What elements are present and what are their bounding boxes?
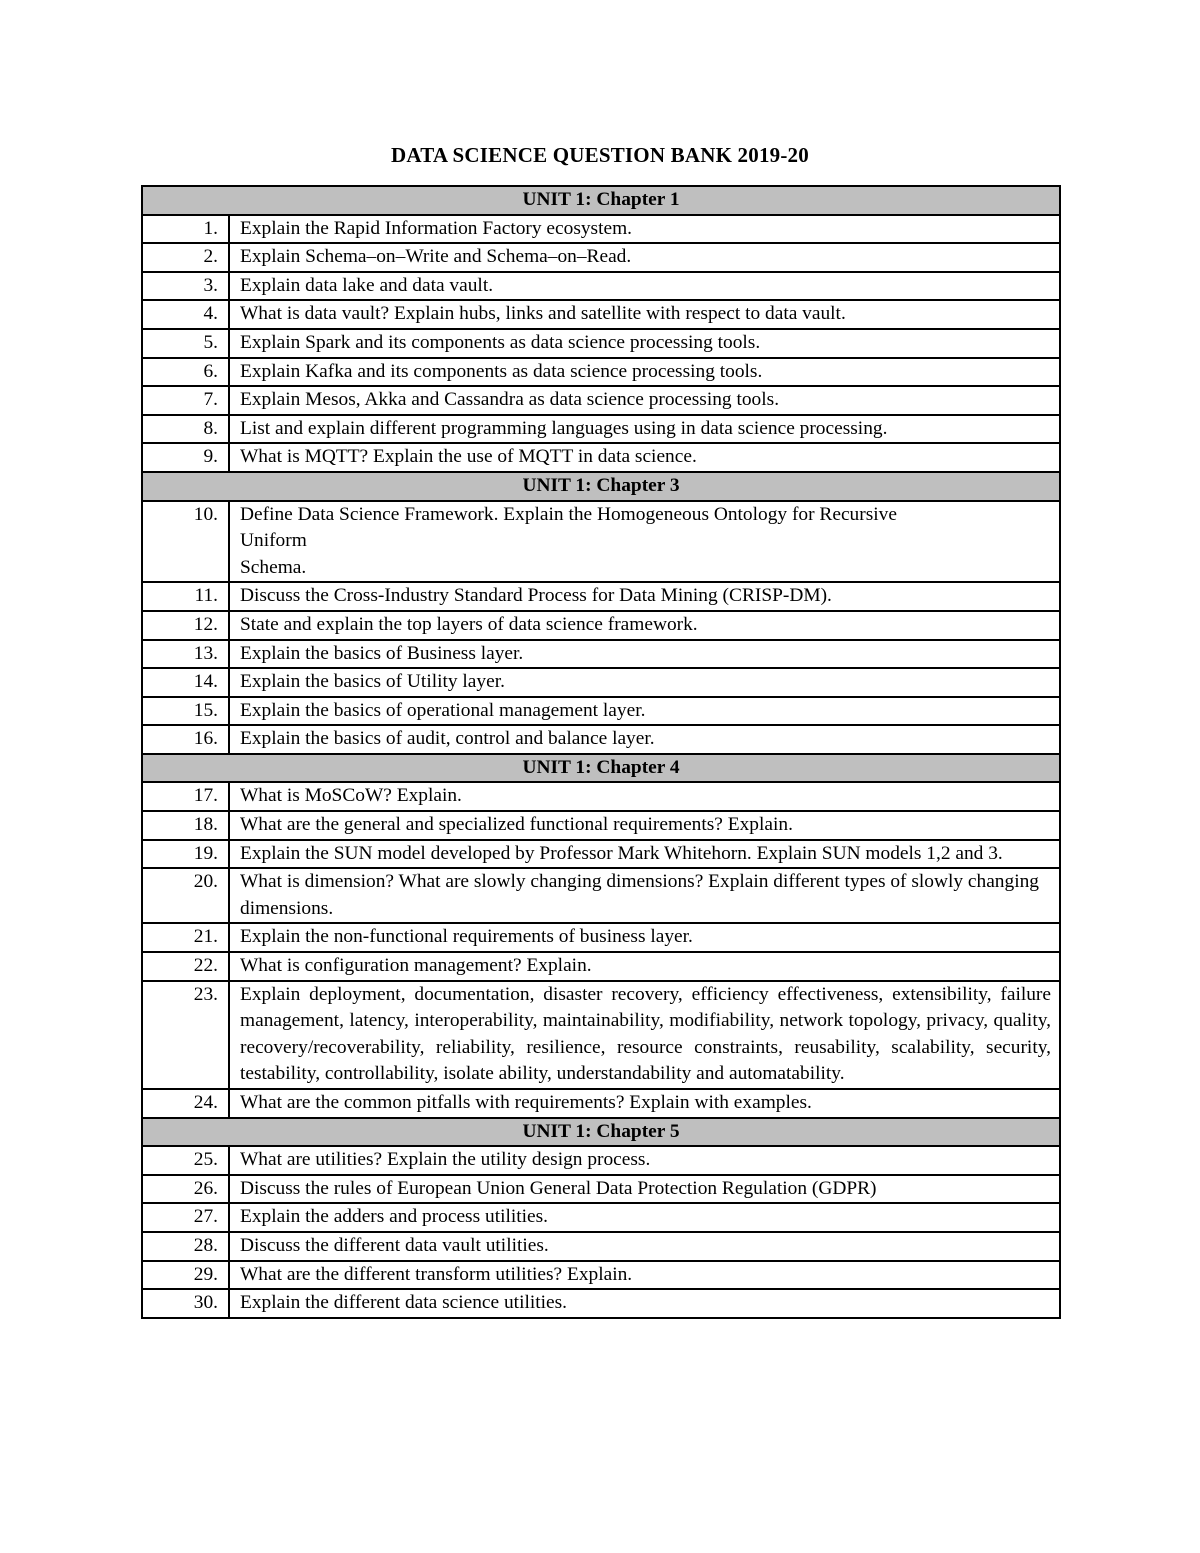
question-row (142, 725, 1060, 754)
question-row (142, 611, 1060, 640)
question-number: 23. (142, 981, 229, 1089)
question-text: State and explain the top layers of data science framework. (229, 611, 1060, 640)
question-number: 13. (142, 640, 229, 669)
question-text: Explain the basics of Business layer. (229, 640, 1060, 669)
question-row (142, 329, 1060, 358)
question-number: 16. (142, 725, 229, 754)
question-row (142, 923, 1060, 952)
question-number: 2. (142, 243, 229, 272)
question-row (142, 981, 1060, 1089)
question-row (142, 782, 1060, 811)
section-heading: UNIT 1: Chapter 5 (142, 1118, 1060, 1147)
question-number: 11. (142, 582, 229, 611)
question-text-line: Schema. (240, 556, 307, 578)
question-number: 28. (142, 1232, 229, 1261)
question-number: 18. (142, 811, 229, 840)
question-number: 8. (142, 415, 229, 444)
question-text: Explain Mesos, Akka and Cassandra as data science processing tools. (229, 386, 1060, 415)
question-text (229, 501, 1060, 583)
question-row (142, 1175, 1060, 1204)
section-header-row (142, 186, 1060, 215)
question-row (142, 868, 1060, 923)
question-row (142, 215, 1060, 244)
question-row (142, 501, 1060, 583)
section-header-row (142, 1118, 1060, 1147)
section-heading: UNIT 1: Chapter 4 (142, 754, 1060, 783)
question-row (142, 582, 1060, 611)
question-row (142, 811, 1060, 840)
question-row (142, 443, 1060, 472)
question-number: 3. (142, 272, 229, 301)
question-bank-table (141, 185, 1061, 1319)
question-number: 29. (142, 1261, 229, 1290)
question-text: Explain Kafka and its components as data science processing tools. (229, 358, 1060, 387)
question-number: 7. (142, 386, 229, 415)
question-row (142, 640, 1060, 669)
question-text: Explain the basics of operational management layer. (229, 697, 1060, 726)
question-row (142, 697, 1060, 726)
question-text-line: Uniform (240, 530, 307, 552)
question-text: What is data vault? Explain hubs, links and satellite with respect to data vault. (229, 300, 1060, 329)
question-row (142, 386, 1060, 415)
question-number: 20. (142, 868, 229, 923)
question-text: What is configuration management? Explain. (229, 952, 1060, 981)
question-text: What are the common pitfalls with requirements? Explain with examples. (229, 1089, 1060, 1118)
question-number: 4. (142, 300, 229, 329)
question-number: 25. (142, 1146, 229, 1175)
section-header-row (142, 472, 1060, 501)
question-text: List and explain different programming languages using in data science processing. (229, 415, 1060, 444)
question-row (142, 1146, 1060, 1175)
question-row (142, 668, 1060, 697)
page-title: DATA SCIENCE QUESTION BANK 2019-20 (391, 143, 809, 167)
question-number: 17. (142, 782, 229, 811)
section-header-row (142, 754, 1060, 783)
question-text: Explain the Rapid Information Factory ecosystem. (229, 215, 1060, 244)
question-text: Discuss the rules of European Union General Data Protection Regulation (GDPR) (229, 1175, 1060, 1204)
question-text: Discuss the Cross-Industry Standard Process for Data Mining (CRISP-DM). (229, 582, 1060, 611)
question-number: 6. (142, 358, 229, 387)
question-number: 26. (142, 1175, 229, 1204)
question-row (142, 1203, 1060, 1232)
question-text: Explain Schema–on–Write and Schema–on–Read. (229, 243, 1060, 272)
question-number: 22. (142, 952, 229, 981)
question-number: 1. (142, 215, 229, 244)
question-text: Discuss the different data vault utilities. (229, 1232, 1060, 1261)
question-number: 30. (142, 1289, 229, 1318)
question-row (142, 415, 1060, 444)
question-number: 14. (142, 668, 229, 697)
question-row (142, 1261, 1060, 1290)
question-number: 19. (142, 840, 229, 869)
question-row (142, 1232, 1060, 1261)
question-number: 24. (142, 1089, 229, 1118)
question-text: Explain the basics of Utility layer. (229, 668, 1060, 697)
question-row (142, 1289, 1060, 1318)
question-row (142, 243, 1060, 272)
question-text: Explain the different data science utilities. (229, 1289, 1060, 1318)
question-text: Explain the adders and process utilities. (229, 1203, 1060, 1232)
question-row (142, 300, 1060, 329)
question-number: 5. (142, 329, 229, 358)
question-text: What are the general and specialized functional requirements? Explain. (229, 811, 1060, 840)
question-text: Explain the non-functional requirements of business layer. (229, 923, 1060, 952)
question-text: What is MoSCoW? Explain. (229, 782, 1060, 811)
question-text: What is MQTT? Explain the use of MQTT in data science. (229, 443, 1060, 472)
question-number: 27. (142, 1203, 229, 1232)
section-heading: UNIT 1: Chapter 1 (142, 186, 1060, 215)
question-text: Explain Spark and its components as data science processing tools. (229, 329, 1060, 358)
question-row (142, 272, 1060, 301)
question-row (142, 358, 1060, 387)
question-row (142, 1089, 1060, 1118)
question-row (142, 840, 1060, 869)
question-number: 12. (142, 611, 229, 640)
question-text: Explain the SUN model developed by Professor Mark Whitehorn. Explain SUN models 1,2 and 3. (229, 840, 1060, 869)
question-text: What are utilities? Explain the utility design process. (229, 1146, 1060, 1175)
question-row (142, 952, 1060, 981)
question-number: 9. (142, 443, 229, 472)
question-text: Explain data lake and data vault. (229, 272, 1060, 301)
question-number: 10. (142, 501, 229, 583)
question-number: 21. (142, 923, 229, 952)
question-number: 15. (142, 697, 229, 726)
question-text: Explain the basics of audit, control and balance layer. (229, 725, 1060, 754)
question-text: What are the different transform utilities? Explain. (229, 1261, 1060, 1290)
question-text: Explain deployment, documentation, disaster recovery, efficiency effectiveness, extensibility, failure management, latency, interoperability, maintainability, modifiability, network topology, privacy, quality, recovery/recoverability, reliability, resilience, resource constraints, reusability, scalability, security, testability, controllability, isolate ability, understandability and automatability. (229, 981, 1060, 1089)
section-heading: UNIT 1: Chapter 3 (142, 472, 1060, 501)
question-text: What is dimension? What are slowly changing dimensions? Explain different types of slowly changing dimensions. (229, 868, 1060, 923)
question-text-line: Define Data Science Framework. Explain the Homogeneous Ontology for Recursive (240, 503, 897, 525)
